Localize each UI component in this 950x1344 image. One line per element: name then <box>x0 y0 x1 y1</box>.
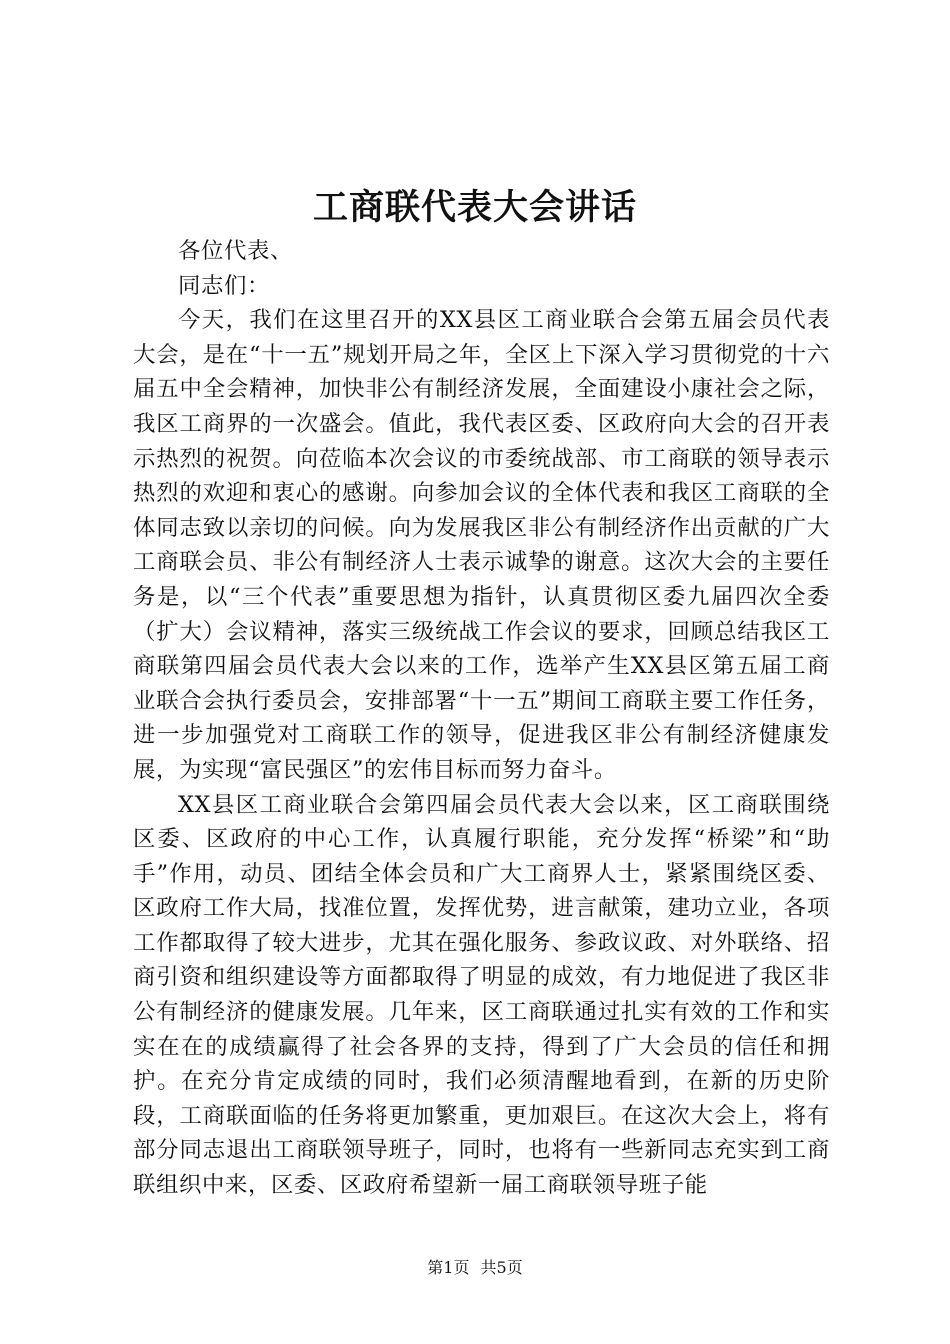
document-body <box>133 234 830 1203</box>
page-footer: 第1页 共5页 <box>427 1258 523 1277</box>
body-paragraph: 今天，我们在这里召开的XX县区工商业联合会第五届会员代表大会，是在“十一五”规划开局之年，全区上下深入学习贯彻党的十六届五中全会精神，加快非公有制经济发展，全面建设小康社会之际，我区工商界的一次盛会。值此，我代表区委、区政府向大会的召开表示热烈的祝贺。向莅临本次会议的市委统战部、市工商联的领导表示热烈的欢迎和衷心的感谢。向参加会议的全体代表和我区工商联的全体同志致以亲切的问候。向为发展我区非公有制经济作出贡献的广大工商联会员、非公有制经济人士表示诚挚的谢意。这次大会的主要任务是，以“三个代表”重要思想为指针，认真贯彻区委九届四次全委（扩大）会议精神，落实三级统战工作会议的要求，回顾总结我区工商联第四届会员代表大会以来的工作，选举产生XX县区第五届工商业联合会执行委员会，安排部署“十一五”期间工商联主要工作任务，进一步加强党对工商联工作的领导，促进我区非公有制经济健康发展，为实现“富民强区”的宏伟目标而努力奋斗。 <box>133 307 830 783</box>
salutation-line: 同志们： <box>178 272 270 299</box>
salutation-line: 各位代表、 <box>178 238 293 264</box>
body-paragraph: XX县区工商业联合会第四届会员代表大会以来，区工商联围绕区委、区政府的中心工作，认真履行职能，充分发挥“桥梁”和“助手”作用，动员、团结全体会员和广大工商界人士，紧紧围绕区委、区政府工作大局，找准位置，发挥优势，进言献策，建功立业，各项工作都取得了较大进步，尤其在强化服务、参政议政、对外联络、招商引资和组织建设等方面都取得了明显的成效，有力地促进了我区非公有制经济的健康发展。几年来，区工商联通过扎实有效的工作和实实在在的成绩赢得了社会各界的支持，得到了广大会员的信任和拥护。在充分肯定成绩的同时，我们必须清醒地看到，在新的历史阶段，工商联面临的任务将更加繁重，更加艰巨。在这次大会上，将有部分同志退出工商联领导班子，同时，也将有一些新同志充实到工商联组织中来，区委、区政府希望新一届工商联领导班子能 <box>133 791 830 1199</box>
document-title: 工商联代表大会讲话 <box>312 187 637 228</box>
